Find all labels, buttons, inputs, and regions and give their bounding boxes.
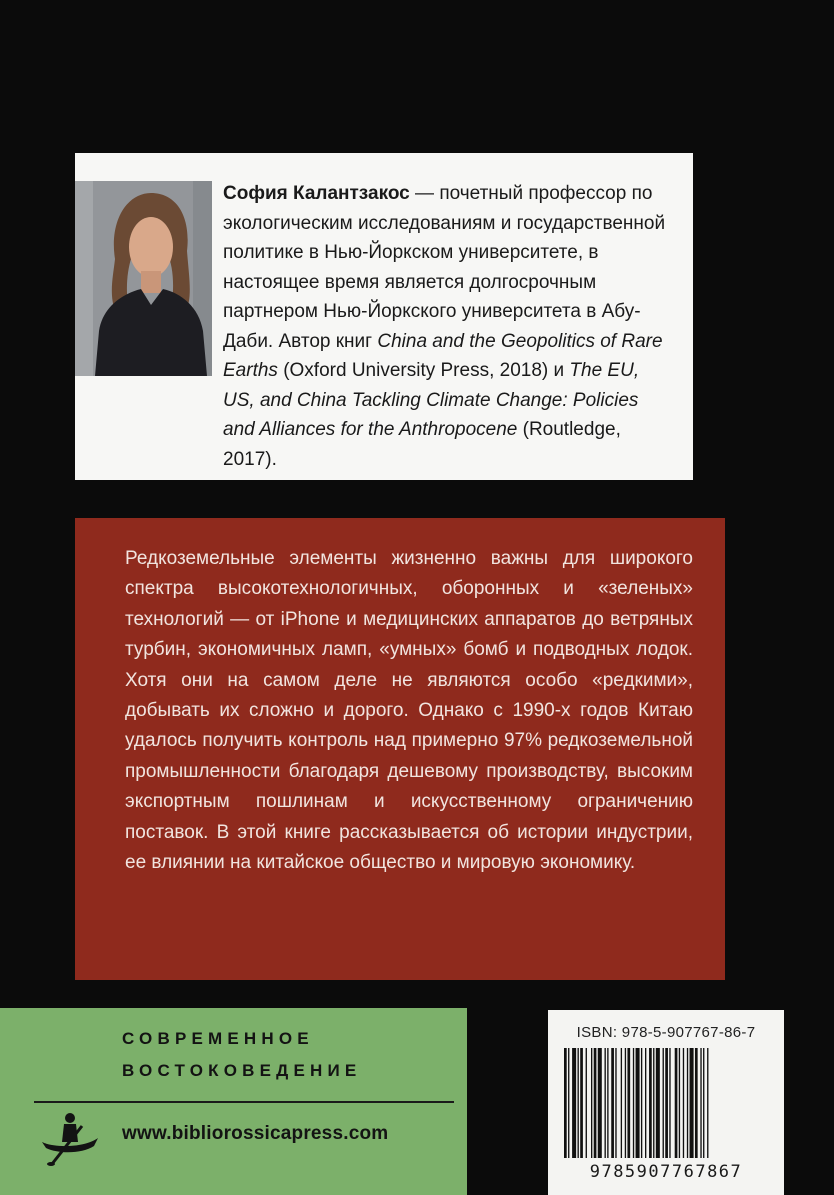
- book-title-1: China and the Geopolitics of Rare Earths: [223, 330, 663, 381]
- author-bio: [223, 179, 675, 474]
- book-publisher-1: (Oxford University Press, 2018) и: [277, 360, 570, 381]
- isbn-block: [548, 1010, 784, 1195]
- barcode-bar: [615, 1048, 616, 1158]
- barcode-bar: [586, 1048, 587, 1158]
- barcode-bar: [633, 1048, 634, 1158]
- description-block: [75, 518, 725, 980]
- book-publisher-2: (Routledge, 2017).: [223, 419, 621, 470]
- series-divider: [34, 1101, 454, 1103]
- barcode-digits: 9785907767867: [589, 1162, 743, 1182]
- barcode-graphic: [562, 1048, 770, 1158]
- barcode-bar: [679, 1048, 680, 1158]
- barcode-bar: [690, 1048, 694, 1158]
- barcode-bar: [645, 1048, 646, 1158]
- barcode-bar: [663, 1048, 664, 1158]
- barcode-bar: [683, 1048, 684, 1158]
- barcode-bar: [687, 1048, 688, 1158]
- description-text: Редкоземельные элементы жизненно важны для широкого спектра высокотехнологичных, оборонных и «зеленых» технологий — от iPhone и медицинских аппаратов до ветряных турбин, экономичных ламп, «умных» бомб и подводных лодок. Хотя они на самом деле не являются особо «редкими», добывать их сложно и дорого. Однако с 1990-х годов Китаю удалось получить контроль над примерно 97% редкоземельной промышленности благодаря дешевому производству, высоким экспортным пошлинам и искусственному ограничению поставок. В этой книге рассказывается об истории индустрии, ее влиянии на китайское общество и мировую экономику.: [125, 548, 693, 874]
- boat-rower-icon: [40, 1108, 102, 1166]
- barcode-bar: [656, 1048, 660, 1158]
- barcode-bar: [594, 1048, 597, 1158]
- isbn-label: ISBN: 978-5-907767-86-7: [576, 1024, 756, 1041]
- series-title-line2: ВОСТОКОВЕДЕНИЕ: [122, 1061, 362, 1080]
- barcode-bar: [695, 1048, 698, 1158]
- barcode-bar: [641, 1048, 642, 1158]
- barcode-bar: [707, 1048, 708, 1158]
- author-name: София Калантзакос: [223, 183, 410, 204]
- barcode-bar: [636, 1048, 640, 1158]
- barcode-bar: [653, 1048, 654, 1158]
- barcode-bar: [621, 1048, 622, 1158]
- barcode-bar: [625, 1048, 626, 1158]
- barcode-bar: [611, 1048, 614, 1158]
- barcode-bar: [578, 1048, 579, 1158]
- barcode-bar: [700, 1048, 701, 1158]
- barcode-bar: [665, 1048, 668, 1158]
- barcode-bar: [580, 1048, 583, 1158]
- author-block: [75, 153, 693, 480]
- barcode-bar: [669, 1048, 670, 1158]
- barcode-bar: [605, 1048, 606, 1158]
- publisher-website: www.bibliorossicapress.com: [122, 1123, 389, 1144]
- author-portrait-icon: [75, 181, 212, 376]
- author-bio-text: — почетный профессор по экологическим исследованиям и государственной политике в Нью-Йоркском университете, в настоящее время является долгосрочным партнером Нью-Йоркского университета в Абу-Даби. Автор книг: [223, 183, 666, 352]
- barcode-bar: [568, 1048, 569, 1158]
- barcode-bar: [703, 1048, 704, 1158]
- barcode-bar: [607, 1048, 608, 1158]
- barcode-bar: [649, 1048, 652, 1158]
- barcode-bar: [591, 1048, 592, 1158]
- barcode-bar: [675, 1048, 678, 1158]
- book-title-2: The EU, US, and China Tackling Climate Change: Policies and Alliances for the Anthropocene: [223, 360, 640, 440]
- series-title-line1: СОВРЕМЕННОЕ: [122, 1029, 314, 1048]
- author-photo: [75, 181, 212, 376]
- barcode-bar: [627, 1048, 630, 1158]
- barcode-bar: [564, 1048, 567, 1158]
- barcode-bar: [598, 1048, 602, 1158]
- barcode-bar: [572, 1048, 576, 1158]
